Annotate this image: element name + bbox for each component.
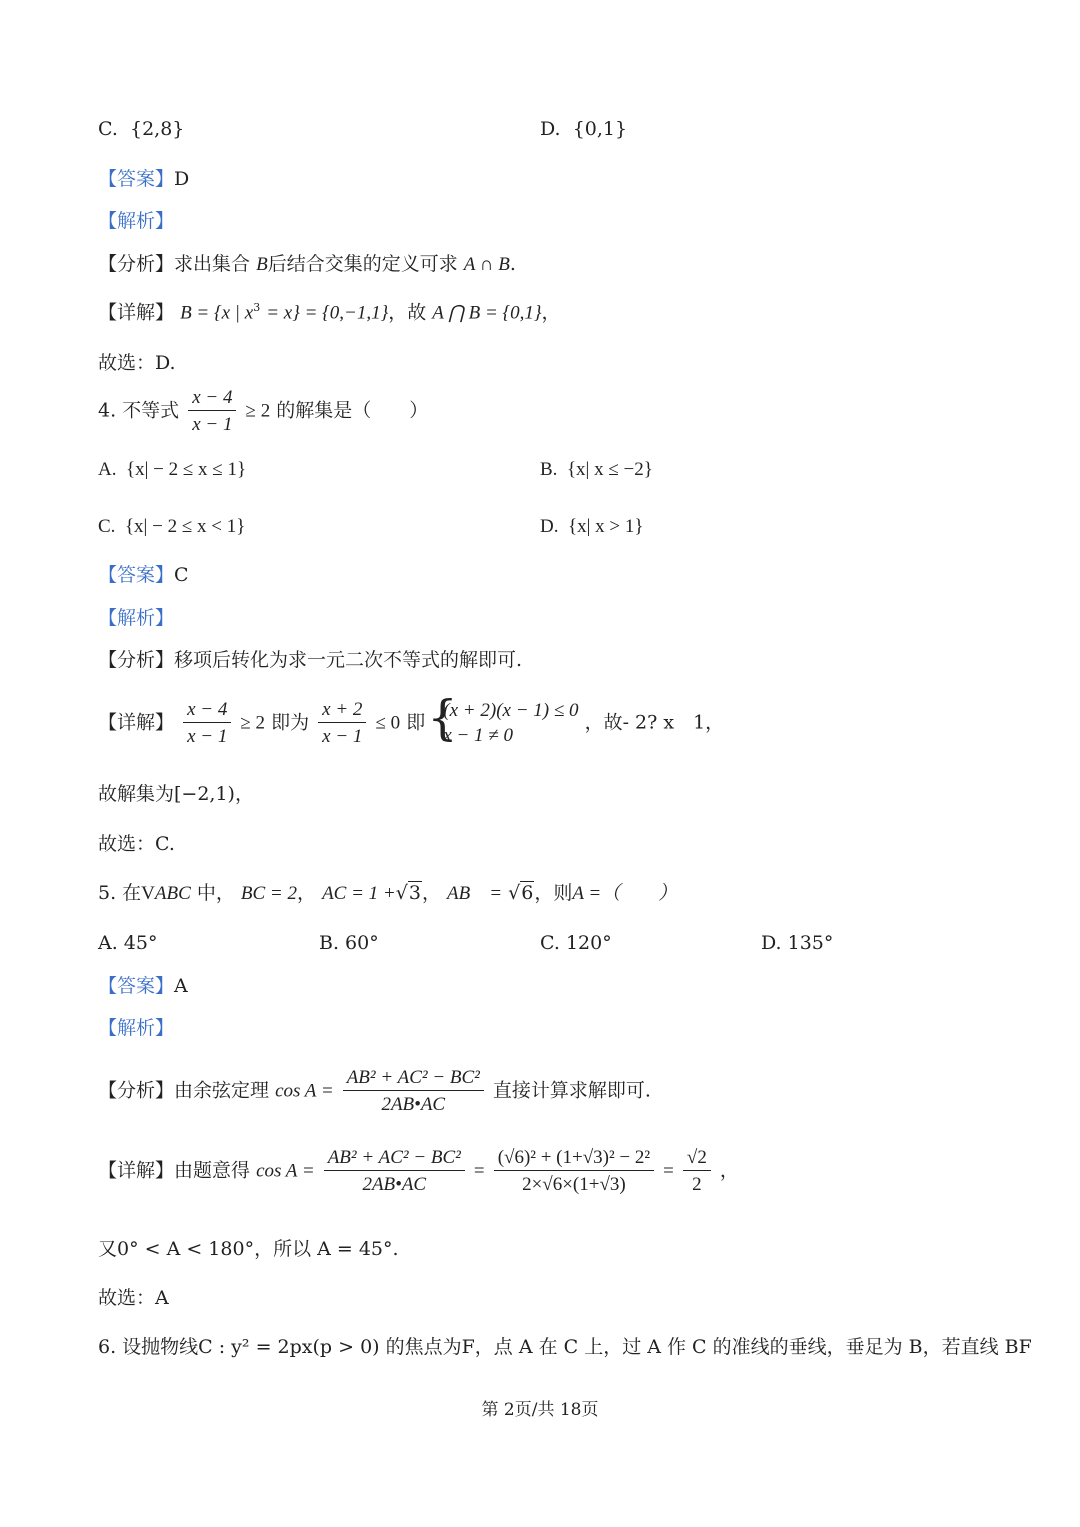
q3-option-d: D. {0,1} <box>540 118 628 140</box>
q5-analysis-tag: 【解析】 <box>98 1017 175 1039</box>
q5-detail: 【详解】由题意得 cos A = $\frac{\text{AB² + AC² − BC²}}{2AB•AC}$ = $\frac{\text{(√6)² + (1+√3)² − 2²}}{2\times√6\times(1+√3)}$ = $\frac{√2}{2}$ ， <box>98 1147 739 1195</box>
q4-solution-set: 故解集为[−2,1)， <box>98 783 254 805</box>
q3-analysis-tag: 【解析】 <box>98 210 175 232</box>
page-footer: 第 2页/共 18页 <box>481 1400 599 1420</box>
q4-detail: 【详解】 $\frac{x - 4}{x - 1}$ ≥ 2 即为 $\frac{x + 2}{x - 1}$ ≤ 0 即 { (x + 2)(x − 1) ≤ 0 x − 1 ≠ 0 ，故- 2? x 1， <box>98 690 725 747</box>
q4-system: { (x + 2)(x − 1) ≤ 0 x − 1 ≠ 0 <box>427 690 579 746</box>
q5-stem: 5. 在VABC 中， BC = 2， AC = 1 +√3， AB = √6，则A =（ ） <box>98 882 678 904</box>
q5-answer: 【答案】A <box>98 975 188 997</box>
q3-answer: 【答案】D <box>98 168 190 190</box>
q5-choose: 故选：A <box>98 1287 169 1309</box>
q3-fenxi: 【分析】求出集合 B后结合交集的定义可求 A ∩ B. <box>98 253 516 275</box>
q3-choose: 故选：D. <box>98 352 176 374</box>
q4-analysis-tag: 【解析】 <box>98 607 175 629</box>
answer-tag: 【答案】 <box>98 168 175 190</box>
q5-option-d: D. 135° <box>761 932 834 954</box>
q4-answer: 【答案】C <box>98 564 189 586</box>
q5-option-a: A. 45° <box>98 932 158 954</box>
q3-detail: 【详解】 B = {x | $x^3 = x\} = \{0,-1,1\}$，故 A ⋂ B = {0,1}， <box>98 301 561 324</box>
q5-fenxi: 【分析】由余弦定理 cos A = $\frac{\text{AB² + AC² − BC²}}{2AB•AC}$ 直接计算求解即可. <box>98 1067 651 1115</box>
q4-fenxi: 【分析】移项后转化为求一元二次不等式的解即可. <box>98 649 523 671</box>
q5-option-b: B. 60° <box>319 932 379 954</box>
q4-fraction: $\frac{x - 4}{x - 1}$ <box>188 388 236 434</box>
q4-stem: 4. 不等式 $\frac{x - 4}{x - 1}$ ≥ 2 的解集是（ ） <box>98 387 429 435</box>
q4-choose: 故选：C. <box>98 833 175 855</box>
q5-range: 又0° < A < 180°，所以 A = 45°. <box>98 1238 399 1260</box>
q4-option-d: D. {x| x > 1} <box>540 516 644 537</box>
q4-option-a: A. {x| − 2 ≤ x ≤ 1} <box>98 459 247 480</box>
q5-option-c: C. 120° <box>540 932 612 954</box>
q6-stem: 6. 设抛物线C : y² = 2px(p > 0) 的焦点为F，点 A 在 C 上，过 A 作 C 的准线的垂线，垂足为 B，若直线 BF <box>98 1336 1032 1358</box>
q4-option-b: B. {x| x ≤ −2} <box>540 459 653 480</box>
q3-option-c: C. {2,8} <box>98 118 185 140</box>
q4-option-c: C. {x| − 2 ≤ x < 1} <box>98 516 246 537</box>
